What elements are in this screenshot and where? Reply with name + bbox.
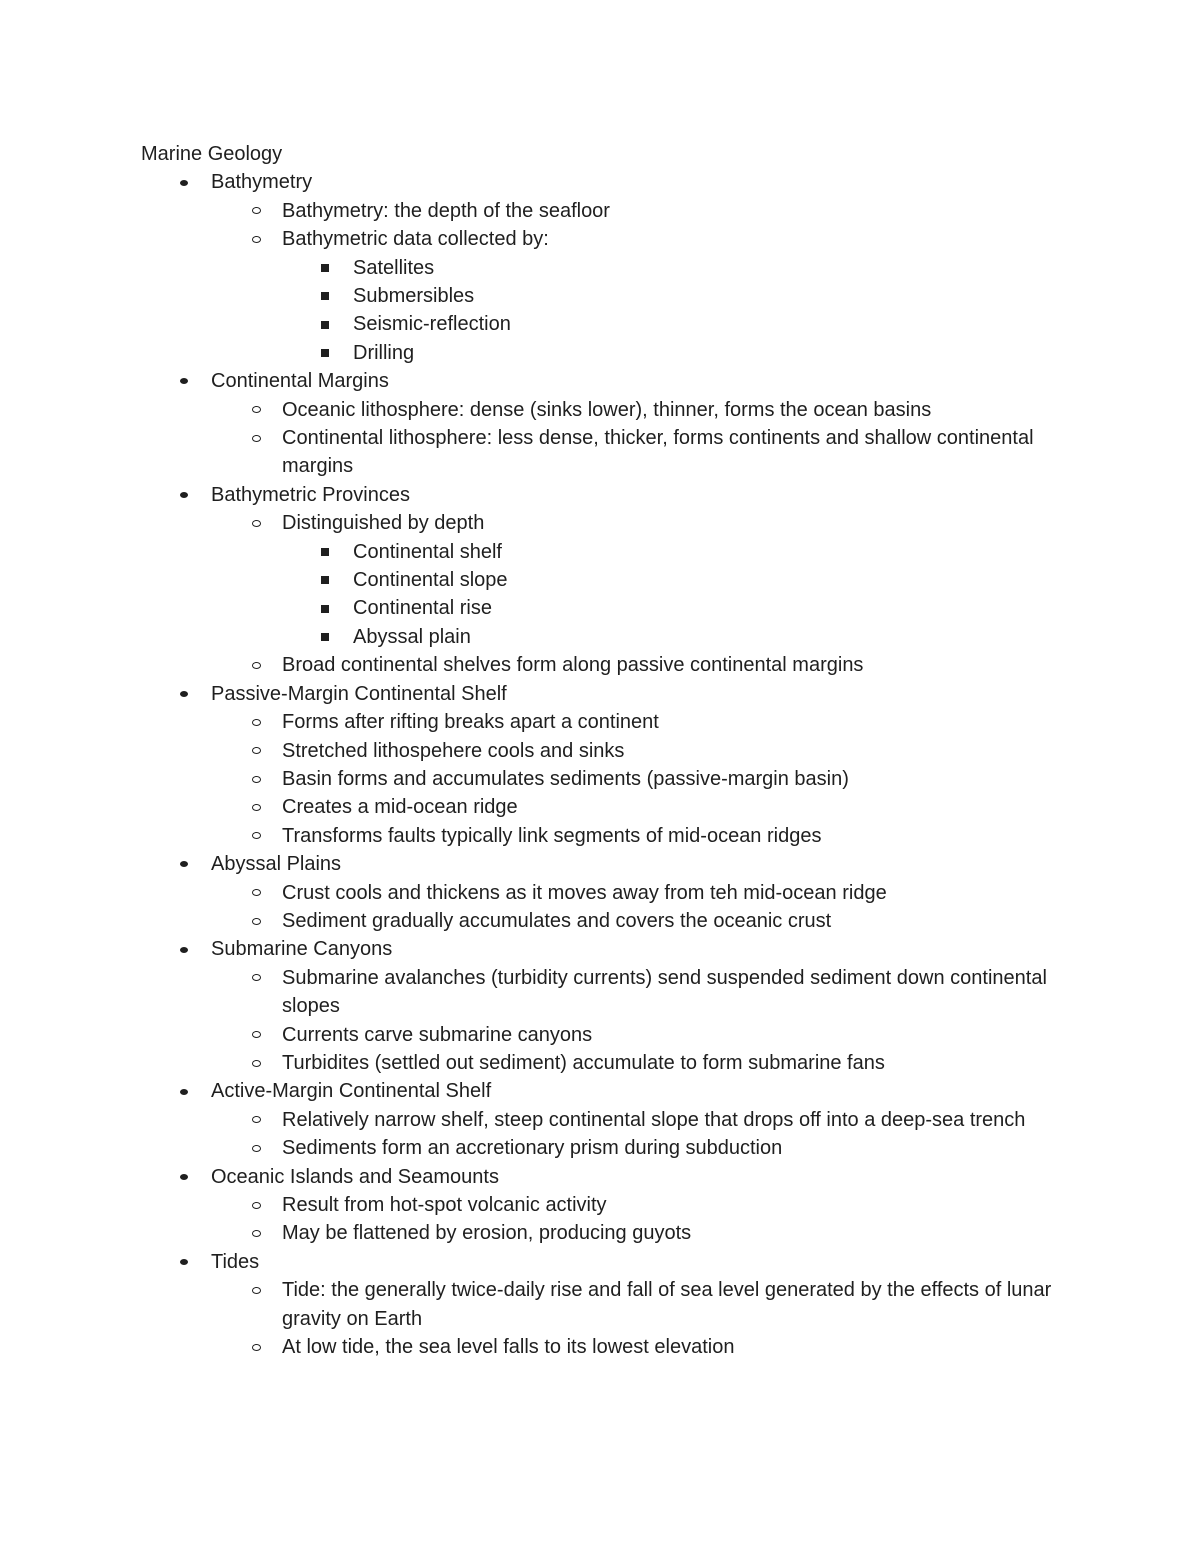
list-item-text: Distinguished by depth [282, 512, 485, 535]
section-heading-text: Abyssal Plains [211, 853, 342, 876]
filled-square-bullet-icon [315, 282, 335, 310]
filled-disc-bullet-icon [174, 850, 194, 878]
list-item-text: Transforms faults typically link segments of mid-ocean ridges [282, 824, 822, 847]
hollow-circle-bullet-icon [246, 737, 266, 765]
filled-disc-bullet-icon [174, 168, 194, 196]
list-item-text: Tide: the generally twice-daily rise and fall of sea level generated by the effects of lunar gravity on Earth [282, 1279, 1052, 1330]
list-item [0, 1049, 1200, 1077]
list-item-text: Broad continental shelves form along passive continental margins [282, 654, 864, 677]
filled-disc-bullet-icon [174, 680, 194, 708]
list-item-text: At low tide, the sea level falls to its lowest elevation [282, 1336, 735, 1359]
hollow-circle-bullet-icon [246, 793, 266, 821]
section-item-list [0, 1191, 1200, 1248]
sub-list-item [0, 566, 1200, 594]
section-heading-text: Passive-Margin Continental Shelf [211, 682, 507, 705]
list-item-text: Oceanic lithosphere: dense (sinks lower), thinner, forms the ocean basins [282, 398, 932, 421]
list-item-text: Bathymetric data collected by: [282, 228, 549, 251]
list-item-text: Result from hot-spot volcanic activity [282, 1194, 607, 1217]
list-item [0, 964, 1200, 1021]
hollow-circle-bullet-icon [246, 822, 266, 850]
list-item-text: Stretched lithospehere cools and sinks [282, 739, 625, 762]
hollow-circle-bullet-icon [246, 879, 266, 907]
list-item-text: Continental lithosphere: less dense, thicker, forms continents and shallow continental margins [282, 427, 1034, 478]
filled-disc-bullet-icon [174, 935, 194, 963]
section-item-list [0, 708, 1200, 850]
section-heading [0, 367, 1200, 481]
list-item [0, 907, 1200, 935]
sub-list-item [0, 339, 1200, 367]
hollow-circle-bullet-icon [246, 1333, 266, 1361]
section-item-list [0, 509, 1200, 679]
hollow-circle-bullet-icon [246, 651, 266, 679]
list-item-text: Currents carve submarine canyons [282, 1023, 593, 1046]
section-heading [0, 680, 1200, 850]
sub-list-item [0, 594, 1200, 622]
filled-square-bullet-icon [315, 566, 335, 594]
list-item [0, 1219, 1200, 1247]
list-item [0, 1191, 1200, 1219]
list-item-text: Turbidites (settled out sediment) accumulate to form submarine fans [282, 1051, 885, 1074]
hollow-circle-bullet-icon [246, 1021, 266, 1049]
subitem-list [0, 538, 1200, 652]
section-item-list [0, 1106, 1200, 1163]
section-heading-text: Oceanic Islands and Seamounts [211, 1165, 499, 1188]
filled-disc-bullet-icon [174, 481, 194, 509]
hollow-circle-bullet-icon [246, 509, 266, 537]
filled-square-bullet-icon [315, 594, 335, 622]
section-heading [0, 481, 1200, 680]
list-item-text: Relatively narrow shelf, steep continental slope that drops off into a deep-sea trench [282, 1108, 1026, 1131]
sub-list-item [0, 538, 1200, 566]
section-heading [0, 168, 1200, 367]
section-heading [0, 935, 1200, 1077]
hollow-circle-bullet-icon [246, 1049, 266, 1077]
hollow-circle-bullet-icon [246, 1134, 266, 1162]
hollow-circle-bullet-icon [246, 396, 266, 424]
sub-list-item-text: Submersibles [353, 285, 475, 308]
list-item [0, 509, 1200, 651]
section-heading [0, 1077, 1200, 1162]
filled-square-bullet-icon [315, 310, 335, 338]
hollow-circle-bullet-icon [246, 424, 266, 452]
hollow-circle-bullet-icon [246, 1276, 266, 1304]
filled-square-bullet-icon [315, 254, 335, 282]
list-item [0, 822, 1200, 850]
list-item-text: Basin forms and accumulates sediments (passive-margin basin) [282, 767, 849, 790]
sub-list-item-text: Continental slope [353, 569, 508, 592]
list-item [0, 1276, 1200, 1333]
hollow-circle-bullet-icon [246, 197, 266, 225]
list-item [0, 765, 1200, 793]
section-heading-text: Bathymetry [211, 171, 313, 194]
filled-square-bullet-icon [315, 339, 335, 367]
filled-square-bullet-icon [315, 538, 335, 566]
sub-list-item-text: Continental rise [353, 597, 492, 620]
list-item [0, 1333, 1200, 1361]
list-item [0, 197, 1200, 225]
list-item [0, 708, 1200, 736]
list-item [0, 1134, 1200, 1162]
sub-list-item [0, 254, 1200, 282]
section-heading-text: Submarine Canyons [211, 938, 393, 961]
sub-list-item-text: Seismic-reflection [353, 313, 511, 336]
filled-disc-bullet-icon [174, 1248, 194, 1276]
section-item-list [0, 964, 1200, 1078]
hollow-circle-bullet-icon [246, 765, 266, 793]
section-item-list [0, 1276, 1200, 1361]
section-heading-text: Continental Margins [211, 370, 389, 393]
hollow-circle-bullet-icon [246, 1219, 266, 1247]
hollow-circle-bullet-icon [246, 708, 266, 736]
sub-list-item [0, 623, 1200, 651]
section-heading-text: Bathymetric Provinces [211, 483, 410, 506]
list-item [0, 1021, 1200, 1049]
list-item [0, 1106, 1200, 1134]
sub-list-item-text: Satellites [353, 256, 435, 279]
list-item-text: May be flattened by erosion, producing guyots [282, 1222, 692, 1245]
hollow-circle-bullet-icon [246, 964, 266, 992]
filled-disc-bullet-icon [174, 1077, 194, 1105]
list-item-text: Sediments form an accretionary prism during subduction [282, 1137, 783, 1160]
section-heading [0, 850, 1200, 935]
subitem-list [0, 254, 1200, 368]
section-heading [0, 1248, 1200, 1362]
filled-disc-bullet-icon [174, 1163, 194, 1191]
sub-list-item [0, 310, 1200, 338]
hollow-circle-bullet-icon [246, 1191, 266, 1219]
list-item [0, 651, 1200, 679]
list-item-text: Creates a mid-ocean ridge [282, 796, 518, 819]
section-heading-text: Tides [211, 1250, 260, 1273]
sub-list-item-text: Drilling [353, 341, 415, 364]
section-item-list [0, 396, 1200, 481]
list-item [0, 396, 1200, 424]
list-item-text: Crust cools and thickens as it moves away from teh mid-ocean ridge [282, 881, 887, 904]
hollow-circle-bullet-icon [246, 225, 266, 253]
list-item [0, 879, 1200, 907]
filled-square-bullet-icon [315, 623, 335, 651]
sub-list-item [0, 282, 1200, 310]
list-item-text: Forms after rifting breaks apart a continent [282, 711, 659, 734]
document-title: Marine Geology [141, 143, 283, 165]
hollow-circle-bullet-icon [246, 1106, 266, 1134]
list-item [0, 737, 1200, 765]
filled-disc-bullet-icon [174, 367, 194, 395]
list-item-text: Submarine avalanches (turbidity currents) send suspended sediment down continental slopes [282, 966, 1047, 1018]
list-item-text: Bathymetry: the depth of the seafloor [282, 199, 610, 222]
sub-list-item-text: Abyssal plain [353, 625, 471, 648]
hollow-circle-bullet-icon [246, 907, 266, 935]
section-item-list [0, 879, 1200, 936]
section-item-list [0, 197, 1200, 367]
list-item-text: Sediment gradually accumulates and covers the oceanic crust [282, 909, 832, 932]
section-heading [0, 1163, 1200, 1248]
section-heading-text: Active-Margin Continental Shelf [211, 1080, 492, 1103]
outline-list [0, 168, 1200, 1361]
list-item [0, 225, 1200, 367]
list-item [0, 793, 1200, 821]
sub-list-item-text: Continental shelf [353, 540, 502, 563]
list-item [0, 424, 1200, 481]
